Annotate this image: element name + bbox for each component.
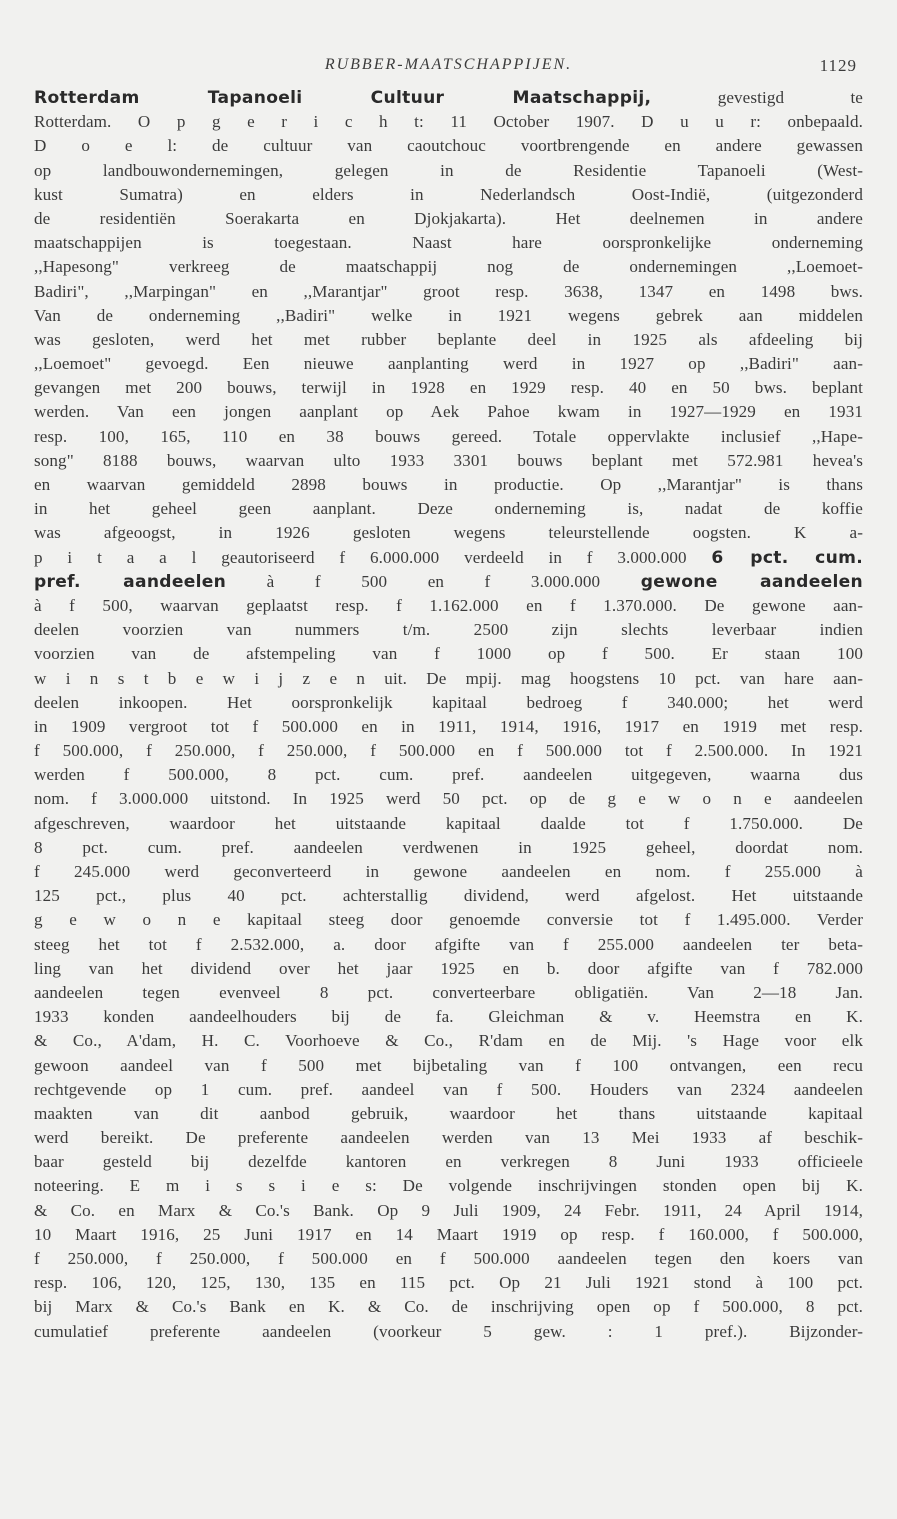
text-segment: werden. Van een jongen aanplant op Aek Pahoe kwam in 1927—1929 en 1931 [34,402,863,422]
text-segment: steeg het tot f 2.532.000, a. door afgifte van f 255.000 aandeelen ter beta- [34,934,863,954]
text-line [34,570,863,594]
text-line [34,231,863,255]
text-segment: voorzien van de afstempeling van f 1000 op f 500. Er staan 100 [34,644,863,664]
text-line [34,280,863,304]
text-segment: bij Marx & Co.'s Bank en K. & Co. de inschrijving open op f 500.000, 8 pct. [34,1297,863,1317]
text-segment: p i t a a l geautoriseerd f 6.000.000 verdeeld in f 3.000.000 [34,547,712,567]
text-segment: g e w o n e kapitaal steeg door genoemde conversie tot f 1.495.000. Verder [34,910,863,930]
text-segment: baar gesteld bij dezelfde kantoren en verkregen 8 Juni 1933 officieele [34,1152,863,1172]
text-segment: afgeschreven, waardoor het uitstaande kapitaal daalde tot f 1.750.000. De [34,813,863,833]
text-line [34,449,863,473]
text-segment: f 245.000 werd geconverteerd in gewone aandeelen en nom. f 255.000 à [34,862,863,881]
text-segment: rechtgevende op 1 cum. pref. aandeel van f 500. Houders van 2324 aandeelen [34,1079,863,1099]
text-segment: 125 pct., plus 40 pct. achterstallig dividend, werd afgelost. Het uitstaande [34,886,863,906]
text-line [34,1005,863,1029]
text-segment: à f 500, waarvan geplaatst resp. f 1.162.000 en f 1.370.000. De gewone aan- [34,595,863,615]
bold-text-segment: pref. aandeelen [34,571,227,592]
text-line [34,328,863,352]
text-segment: resp. 100, 165, 110 en 38 bouws gereed. Totale oppervlakte inclusief ,,Hape- [34,426,863,446]
text-segment: Rotterdam. O p g e r i c h t: 11 October 1907. D u u r: onbepaald. [34,112,863,132]
running-title: RUBBER-MAATSCHAPPIJEN. [324,56,573,73]
page-number: 1129 [819,56,857,75]
text-line [34,715,863,739]
text-line [34,521,863,545]
body-text [34,86,863,1344]
text-line [34,908,863,932]
text-line [34,376,863,400]
text-line [34,1320,863,1344]
text-line [34,812,863,836]
text-segment: & Co. en Marx & Co.'s Bank. Op 9 Juli 1909, 24 Febr. 1911, 24 April 1914, [34,1200,863,1220]
text-segment: cumulatief preferente aandeelen (voorkeur 5 gew. : 1 pref.). Bijzonder- [34,1321,863,1341]
text-line [34,134,863,158]
text-segment: gevangen met 200 bouws, terwijl in 1928 en 1929 resp. 40 en 50 bws. beplant [34,378,863,398]
text-segment: f 250.000, f 250.000, f 500.000 en f 500.000 aandeelen tegen den koers van [34,1249,863,1268]
text-line [34,352,863,376]
text-segment: deelen inkoopen. Het oorspronkelijk kapitaal bedroeg f 340.000; het werd [34,692,863,712]
text-line [34,1150,863,1174]
text-segment: werd bereikt. De preferente aandeelen werden van 13 Mei 1933 af beschik- [34,1128,863,1148]
text-line [34,618,863,642]
text-segment: ,,Loemoet" gevoegd. Een nieuwe aanplanting werd in 1927 op ,,Badiri" aan- [34,354,863,374]
text-segment: 8 pct. cum. pref. aandeelen verdwenen in 1925 geheel, doordat nom. [34,837,863,857]
text-segment: ling van het dividend over het jaar 1925 en b. door afgifte van f 782.000 [34,958,863,978]
text-line [34,1199,863,1223]
bold-text-segment: 6 pct. cum. [711,547,863,568]
text-line [34,473,863,497]
text-line [34,110,863,134]
text-line [34,642,863,666]
text-line [34,183,863,207]
text-line [34,884,863,908]
text-line [34,739,863,763]
text-segment: op landbouwondernemingen, gelegen in de Residentie Tapanoeli (West- [34,160,863,180]
bold-text-segment: Rotterdam Tapanoeli Cultuur Maatschappij, [34,88,652,108]
text-segment: Badiri", ,,Marpingan" en ,,Marantjar" groot resp. 3638, 1347 en 1498 bws. [34,281,863,301]
text-line [34,1054,863,1078]
text-line [34,836,863,860]
text-segment: song" 8188 bouws, waarvan ulto 1933 3301 bouws beplant met 572.981 hevea's [34,450,863,470]
text-line [34,1126,863,1150]
text-line [34,1271,863,1295]
text-line [34,933,863,957]
text-segment: was gesloten, werd het met rubber beplante deel in 1925 als afdeeling bij [34,329,863,349]
text-line [34,400,863,424]
running-header [34,56,863,86]
text-line [34,1174,863,1198]
text-segment: ,,Hapesong" verkreeg de maatschappij nog de ondernemingen ,,Loemoet- [34,257,863,277]
text-segment: à f 500 en f 3.000.000 [226,571,641,591]
text-line [34,207,863,231]
text-segment: de residentiën Soerakarta en Djokjakarta). Het deelnemen in andere [34,208,863,228]
text-line [34,691,863,715]
text-segment: en waarvan gemiddeld 2898 bouws in productie. Op ,,Marantjar" is thans [34,475,863,494]
text-line [34,787,863,811]
text-line [34,763,863,787]
text-segment: in 1909 vergroot tot f 500.000 en in 1911, 1914, 1916, 1917 en 1919 met resp. [34,716,863,736]
text-line [34,304,863,328]
text-segment: & Co., A'dam, H. C. Voorhoeve & Co., R'dam en de Mij. 's Hage voor elk [34,1031,863,1051]
text-line [34,981,863,1005]
text-segment: resp. 106, 120, 125, 130, 135 en 115 pct. Op 21 Juli 1921 stond à 100 pct. [34,1273,863,1293]
text-line [34,1102,863,1126]
text-segment: maakten van dit aanbod gebruik, waardoor het thans uitstaande kapitaal [34,1103,863,1123]
text-line [34,1247,863,1271]
text-line [34,546,863,570]
text-segment: aandeelen tegen evenveel 8 pct. converteerbare obligatiën. Van 2—18 Jan. [34,982,863,1002]
text-line [34,255,863,279]
text-segment: maatschappijen is toegestaan. Naast hare oorspronkelijke onderneming [34,233,863,253]
text-segment: gevestigd te [651,88,863,107]
text-line [34,594,863,618]
text-segment: werden f 500.000, 8 pct. cum. pref. aandeelen uitgegeven, waarna dus [34,765,863,785]
text-line [34,1295,863,1319]
text-segment: nom. f 3.000.000 uitstond. In 1925 werd 50 pct. op de g e w o n e aandeelen [34,789,863,809]
text-line [34,1078,863,1102]
text-segment: in het geheel geen aanplant. Deze onderneming is, nadat de koffie [34,499,863,519]
text-line [34,86,863,110]
text-segment: f 500.000, f 250.000, f 250.000, f 500.000 en f 500.000 tot f 2.500.000. In 1921 [34,741,863,761]
text-segment: deelen voorzien van nummers t/m. 2500 zijn slechts leverbaar indien [34,620,863,640]
text-line [34,1223,863,1247]
text-segment: 10 Maart 1916, 25 Juni 1917 en 14 Maart 1919 op resp. f 160.000, f 500.000, [34,1224,863,1244]
text-segment: w i n s t b e w i j z e n uit. De mpij. mag hoogstens 10 pct. van hare aan- [34,668,863,688]
text-line [34,1029,863,1053]
text-segment: kust Sumatra) en elders in Nederlandsch Oost-Indië, (uitgezonderd [34,184,863,204]
text-segment: D o e l: de cultuur van caoutchouc voortbrengende en andere gewassen [34,136,863,156]
text-line [34,425,863,449]
text-line [34,667,863,691]
text-segment: Van de onderneming ,,Badiri" welke in 1921 wegens gebrek aan middelen [34,305,863,325]
text-line [34,159,863,183]
text-segment: gewoon aandeel van f 500 met bijbetaling van f 100 ontvangen, een recu [34,1055,863,1075]
text-segment: 1933 konden aandeelhouders bij de fa. Gleichman & v. Heemstra en K. [34,1007,863,1027]
text-line [34,860,863,884]
text-segment: was afgeoogst, in 1926 gesloten wegens teleurstellende oogsten. K a- [34,523,863,543]
text-segment: noteering. E m i s s i e s: De volgende inschrijvingen stonden open bij K. [34,1176,863,1196]
bold-text-segment: gewone aandeelen [640,571,863,592]
text-line [34,497,863,521]
text-line [34,957,863,981]
